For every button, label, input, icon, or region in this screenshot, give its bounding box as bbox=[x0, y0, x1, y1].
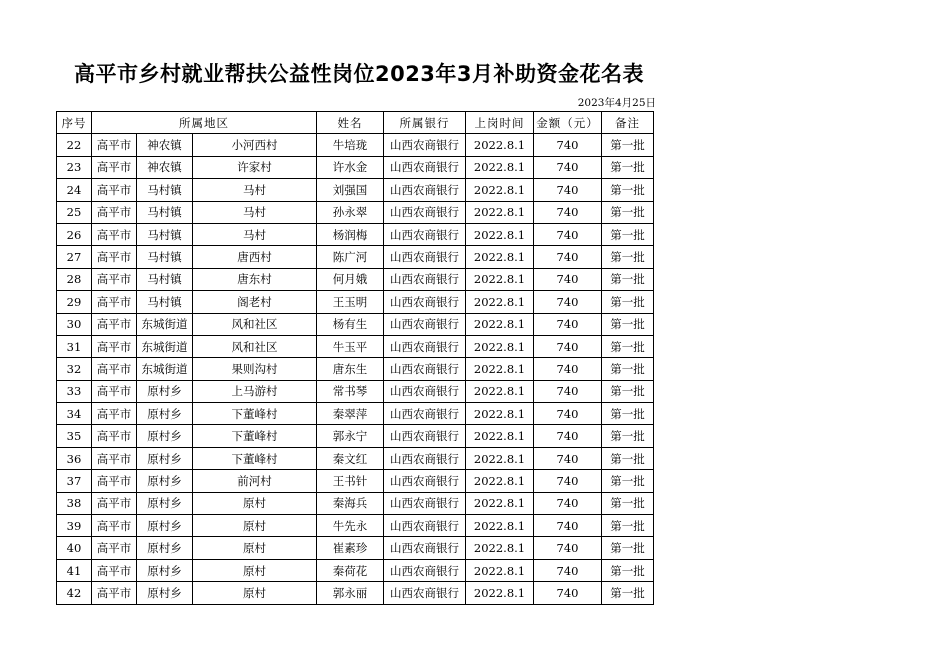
cell-city: 高平市 bbox=[92, 582, 137, 604]
cell-city: 高平市 bbox=[92, 380, 137, 402]
cell-no: 35 bbox=[57, 425, 92, 447]
cell-start-date: 2022.8.1 bbox=[466, 268, 534, 290]
table-row bbox=[57, 492, 654, 514]
table-row bbox=[57, 335, 654, 357]
cell-village: 马村 bbox=[193, 179, 317, 201]
cell-no: 24 bbox=[57, 179, 92, 201]
cell-village: 唐东村 bbox=[193, 268, 317, 290]
cell-start-date: 2022.8.1 bbox=[466, 380, 534, 402]
cell-city: 高平市 bbox=[92, 537, 137, 559]
cell-start-date: 2022.8.1 bbox=[466, 470, 534, 492]
header-bank: 所属银行 bbox=[384, 112, 466, 134]
cell-city: 高平市 bbox=[92, 201, 137, 223]
table-row bbox=[57, 156, 654, 178]
cell-name: 牛玉平 bbox=[317, 335, 384, 357]
header-amount: 金额（元） bbox=[534, 112, 602, 134]
cell-note: 第一批 bbox=[602, 447, 654, 469]
cell-no: 33 bbox=[57, 380, 92, 402]
cell-amount: 740 bbox=[534, 223, 602, 245]
cell-start-date: 2022.8.1 bbox=[466, 291, 534, 313]
cell-bank: 山西农商银行 bbox=[384, 447, 466, 469]
cell-bank: 山西农商银行 bbox=[384, 492, 466, 514]
cell-village: 下董峰村 bbox=[193, 425, 317, 447]
cell-city: 高平市 bbox=[92, 492, 137, 514]
cell-city: 高平市 bbox=[92, 403, 137, 425]
cell-city: 高平市 bbox=[92, 515, 137, 537]
cell-city: 高平市 bbox=[92, 447, 137, 469]
table-row bbox=[57, 358, 654, 380]
cell-village: 许家村 bbox=[193, 156, 317, 178]
cell-town: 原村乡 bbox=[137, 447, 193, 469]
cell-name: 崔素珍 bbox=[317, 537, 384, 559]
table-row bbox=[57, 246, 654, 268]
cell-no: 42 bbox=[57, 582, 92, 604]
document-date: 2023年4月25日 bbox=[577, 97, 656, 109]
cell-start-date: 2022.8.1 bbox=[466, 179, 534, 201]
cell-no: 38 bbox=[57, 492, 92, 514]
cell-village: 马村 bbox=[193, 223, 317, 245]
cell-start-date: 2022.8.1 bbox=[466, 425, 534, 447]
cell-amount: 740 bbox=[534, 156, 602, 178]
cell-village: 小河西村 bbox=[193, 134, 317, 156]
cell-name: 杨有生 bbox=[317, 313, 384, 335]
cell-village: 原村 bbox=[193, 515, 317, 537]
cell-note: 第一批 bbox=[602, 223, 654, 245]
cell-bank: 山西农商银行 bbox=[384, 134, 466, 156]
cell-village: 风和社区 bbox=[193, 313, 317, 335]
cell-amount: 740 bbox=[534, 403, 602, 425]
cell-name: 王玉明 bbox=[317, 291, 384, 313]
cell-town: 马村镇 bbox=[137, 179, 193, 201]
page-title: 高平市乡村就业帮扶公益性岗位2023年3月补助资金花名表 bbox=[73, 62, 645, 86]
cell-bank: 山西农商银行 bbox=[384, 201, 466, 223]
cell-no: 30 bbox=[57, 313, 92, 335]
cell-bank: 山西农商银行 bbox=[384, 291, 466, 313]
cell-no: 37 bbox=[57, 470, 92, 492]
cell-bank: 山西农商银行 bbox=[384, 537, 466, 559]
cell-amount: 740 bbox=[534, 268, 602, 290]
cell-note: 第一批 bbox=[602, 134, 654, 156]
cell-town: 马村镇 bbox=[137, 246, 193, 268]
cell-amount: 740 bbox=[534, 134, 602, 156]
cell-amount: 740 bbox=[534, 559, 602, 581]
header-region: 所属地区 bbox=[92, 112, 317, 134]
cell-no: 29 bbox=[57, 291, 92, 313]
header-no: 序号 bbox=[57, 112, 92, 134]
cell-start-date: 2022.8.1 bbox=[466, 313, 534, 335]
cell-town: 东城街道 bbox=[137, 335, 193, 357]
cell-start-date: 2022.8.1 bbox=[466, 447, 534, 469]
cell-no: 27 bbox=[57, 246, 92, 268]
table-row bbox=[57, 447, 654, 469]
table-row bbox=[57, 134, 654, 156]
cell-village: 下董峰村 bbox=[193, 447, 317, 469]
cell-amount: 740 bbox=[534, 537, 602, 559]
cell-start-date: 2022.8.1 bbox=[466, 134, 534, 156]
cell-amount: 740 bbox=[534, 358, 602, 380]
cell-town: 马村镇 bbox=[137, 223, 193, 245]
cell-note: 第一批 bbox=[602, 201, 654, 223]
cell-city: 高平市 bbox=[92, 559, 137, 581]
cell-start-date: 2022.8.1 bbox=[466, 403, 534, 425]
cell-note: 第一批 bbox=[602, 515, 654, 537]
cell-note: 第一批 bbox=[602, 582, 654, 604]
cell-city: 高平市 bbox=[92, 425, 137, 447]
cell-start-date: 2022.8.1 bbox=[466, 515, 534, 537]
cell-name: 秦荷花 bbox=[317, 559, 384, 581]
cell-no: 26 bbox=[57, 223, 92, 245]
cell-note: 第一批 bbox=[602, 335, 654, 357]
cell-bank: 山西农商银行 bbox=[384, 425, 466, 447]
cell-bank: 山西农商银行 bbox=[384, 582, 466, 604]
table-row bbox=[57, 179, 654, 201]
table-header-row bbox=[57, 112, 654, 134]
cell-town: 原村乡 bbox=[137, 425, 193, 447]
cell-start-date: 2022.8.1 bbox=[466, 582, 534, 604]
table-row bbox=[57, 223, 654, 245]
cell-bank: 山西农商银行 bbox=[384, 268, 466, 290]
cell-start-date: 2022.8.1 bbox=[466, 492, 534, 514]
cell-name: 许水金 bbox=[317, 156, 384, 178]
cell-village: 下董峰村 bbox=[193, 403, 317, 425]
cell-note: 第一批 bbox=[602, 358, 654, 380]
cell-village: 原村 bbox=[193, 582, 317, 604]
header-start-date: 上岗时间 bbox=[466, 112, 534, 134]
cell-amount: 740 bbox=[534, 179, 602, 201]
roster-table bbox=[56, 111, 654, 605]
cell-amount: 740 bbox=[534, 335, 602, 357]
cell-bank: 山西农商银行 bbox=[384, 179, 466, 201]
cell-bank: 山西农商银行 bbox=[384, 403, 466, 425]
cell-amount: 740 bbox=[534, 201, 602, 223]
cell-start-date: 2022.8.1 bbox=[466, 358, 534, 380]
cell-bank: 山西农商银行 bbox=[384, 313, 466, 335]
cell-village: 果则沟村 bbox=[193, 358, 317, 380]
cell-village: 前河村 bbox=[193, 470, 317, 492]
cell-note: 第一批 bbox=[602, 537, 654, 559]
header-note: 备注 bbox=[602, 112, 654, 134]
cell-start-date: 2022.8.1 bbox=[466, 156, 534, 178]
cell-town: 原村乡 bbox=[137, 515, 193, 537]
cell-amount: 740 bbox=[534, 492, 602, 514]
cell-name: 陈广河 bbox=[317, 246, 384, 268]
cell-town: 原村乡 bbox=[137, 403, 193, 425]
table-row bbox=[57, 425, 654, 447]
cell-village: 阁老村 bbox=[193, 291, 317, 313]
cell-town: 东城街道 bbox=[137, 358, 193, 380]
cell-town: 原村乡 bbox=[137, 380, 193, 402]
table-row bbox=[57, 313, 654, 335]
cell-name: 孙永翠 bbox=[317, 201, 384, 223]
cell-start-date: 2022.8.1 bbox=[466, 201, 534, 223]
cell-no: 41 bbox=[57, 559, 92, 581]
cell-town: 马村镇 bbox=[137, 268, 193, 290]
cell-village: 原村 bbox=[193, 537, 317, 559]
cell-note: 第一批 bbox=[602, 559, 654, 581]
cell-amount: 740 bbox=[534, 313, 602, 335]
cell-city: 高平市 bbox=[92, 223, 137, 245]
cell-city: 高平市 bbox=[92, 470, 137, 492]
cell-bank: 山西农商银行 bbox=[384, 470, 466, 492]
table-row bbox=[57, 201, 654, 223]
cell-no: 31 bbox=[57, 335, 92, 357]
cell-city: 高平市 bbox=[92, 313, 137, 335]
cell-name: 刘强国 bbox=[317, 179, 384, 201]
cell-name: 秦翠萍 bbox=[317, 403, 384, 425]
cell-town: 原村乡 bbox=[137, 470, 193, 492]
cell-name: 郭永宁 bbox=[317, 425, 384, 447]
cell-note: 第一批 bbox=[602, 380, 654, 402]
cell-town: 东城街道 bbox=[137, 313, 193, 335]
cell-no: 36 bbox=[57, 447, 92, 469]
cell-note: 第一批 bbox=[602, 156, 654, 178]
cell-amount: 740 bbox=[534, 380, 602, 402]
cell-village: 原村 bbox=[193, 559, 317, 581]
cell-start-date: 2022.8.1 bbox=[466, 335, 534, 357]
cell-amount: 740 bbox=[534, 425, 602, 447]
cell-name: 常书琴 bbox=[317, 380, 384, 402]
cell-bank: 山西农商银行 bbox=[384, 246, 466, 268]
table-row bbox=[57, 291, 654, 313]
cell-amount: 740 bbox=[534, 470, 602, 492]
cell-start-date: 2022.8.1 bbox=[466, 223, 534, 245]
cell-city: 高平市 bbox=[92, 134, 137, 156]
cell-town: 马村镇 bbox=[137, 201, 193, 223]
cell-city: 高平市 bbox=[92, 179, 137, 201]
cell-start-date: 2022.8.1 bbox=[466, 537, 534, 559]
cell-city: 高平市 bbox=[92, 291, 137, 313]
cell-no: 39 bbox=[57, 515, 92, 537]
cell-note: 第一批 bbox=[602, 313, 654, 335]
cell-note: 第一批 bbox=[602, 268, 654, 290]
cell-village: 唐西村 bbox=[193, 246, 317, 268]
cell-no: 22 bbox=[57, 134, 92, 156]
cell-no: 23 bbox=[57, 156, 92, 178]
cell-town: 原村乡 bbox=[137, 537, 193, 559]
cell-no: 25 bbox=[57, 201, 92, 223]
cell-name: 王书针 bbox=[317, 470, 384, 492]
cell-city: 高平市 bbox=[92, 335, 137, 357]
cell-town: 神农镇 bbox=[137, 156, 193, 178]
cell-town: 原村乡 bbox=[137, 492, 193, 514]
cell-town: 神农镇 bbox=[137, 134, 193, 156]
cell-note: 第一批 bbox=[602, 425, 654, 447]
cell-town: 马村镇 bbox=[137, 291, 193, 313]
cell-name: 牛先永 bbox=[317, 515, 384, 537]
cell-amount: 740 bbox=[534, 447, 602, 469]
cell-town: 原村乡 bbox=[137, 582, 193, 604]
table-row bbox=[57, 403, 654, 425]
table-row bbox=[57, 559, 654, 581]
cell-name: 秦文红 bbox=[317, 447, 384, 469]
cell-city: 高平市 bbox=[92, 156, 137, 178]
cell-name: 何月娥 bbox=[317, 268, 384, 290]
cell-amount: 740 bbox=[534, 582, 602, 604]
cell-amount: 740 bbox=[534, 291, 602, 313]
cell-town: 原村乡 bbox=[137, 559, 193, 581]
cell-start-date: 2022.8.1 bbox=[466, 559, 534, 581]
cell-bank: 山西农商银行 bbox=[384, 358, 466, 380]
cell-note: 第一批 bbox=[602, 492, 654, 514]
table-row bbox=[57, 582, 654, 604]
cell-no: 34 bbox=[57, 403, 92, 425]
cell-note: 第一批 bbox=[602, 403, 654, 425]
table-row bbox=[57, 515, 654, 537]
cell-city: 高平市 bbox=[92, 246, 137, 268]
cell-amount: 740 bbox=[534, 246, 602, 268]
cell-bank: 山西农商银行 bbox=[384, 223, 466, 245]
cell-name: 杨润梅 bbox=[317, 223, 384, 245]
cell-city: 高平市 bbox=[92, 268, 137, 290]
cell-note: 第一批 bbox=[602, 291, 654, 313]
cell-bank: 山西农商银行 bbox=[384, 559, 466, 581]
cell-village: 风和社区 bbox=[193, 335, 317, 357]
cell-village: 上马游村 bbox=[193, 380, 317, 402]
cell-note: 第一批 bbox=[602, 470, 654, 492]
table-row bbox=[57, 470, 654, 492]
cell-village: 马村 bbox=[193, 201, 317, 223]
header-name: 姓名 bbox=[317, 112, 384, 134]
cell-bank: 山西农商银行 bbox=[384, 515, 466, 537]
cell-no: 40 bbox=[57, 537, 92, 559]
cell-bank: 山西农商银行 bbox=[384, 156, 466, 178]
cell-note: 第一批 bbox=[602, 246, 654, 268]
cell-amount: 740 bbox=[534, 515, 602, 537]
cell-start-date: 2022.8.1 bbox=[466, 246, 534, 268]
cell-name: 牛培珑 bbox=[317, 134, 384, 156]
table-row bbox=[57, 380, 654, 402]
cell-city: 高平市 bbox=[92, 358, 137, 380]
cell-name: 秦海兵 bbox=[317, 492, 384, 514]
cell-no: 32 bbox=[57, 358, 92, 380]
cell-note: 第一批 bbox=[602, 179, 654, 201]
cell-name: 唐东生 bbox=[317, 358, 384, 380]
table-row bbox=[57, 537, 654, 559]
cell-no: 28 bbox=[57, 268, 92, 290]
cell-name: 郭永丽 bbox=[317, 582, 384, 604]
cell-village: 原村 bbox=[193, 492, 317, 514]
table-row bbox=[57, 268, 654, 290]
cell-bank: 山西农商银行 bbox=[384, 335, 466, 357]
cell-bank: 山西农商银行 bbox=[384, 380, 466, 402]
